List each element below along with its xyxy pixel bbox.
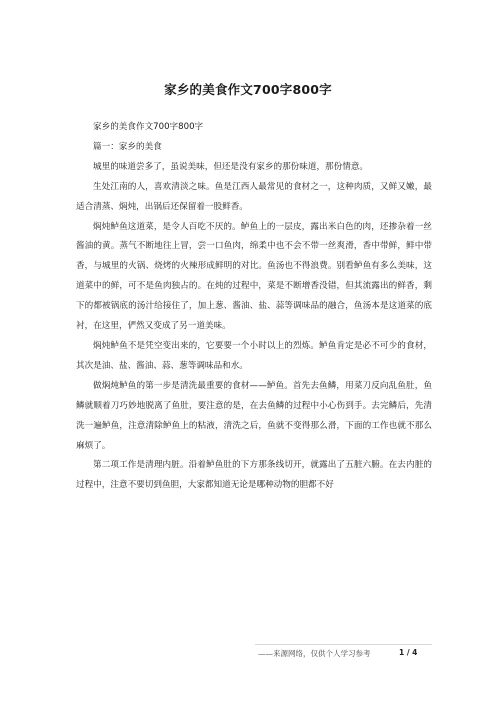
- paragraph: 做焖炖鲈鱼的第一步是清洗最重要的食材——鲈鱼。首先去鱼鳞，用菜刀反向乱鱼肚，鱼鳞就顺着刀巧妙地脱离了鱼肚，要注意的是，在去鱼鳞的过程中小心伤到手。去完鳞后，先清洗一遍鲈鱼，注意清除鲈鱼上的粘液，清洗之后，鱼就不变得那么滑，下面的工作也就不那么麻烦了。: [76, 380, 432, 451]
- footer-divider: [255, 644, 432, 645]
- paragraph: 焖炖鲈鱼不是凭空变出来的，它要要一个小时以上的烈炼。鲈鱼肯定是必不可少的食材，其次是油、盐、酱油、蒜、葱等调味品和水。: [76, 340, 432, 371]
- page-number: 1 / 4: [399, 648, 418, 657]
- paragraph: 第二项工作是清理内脏。沿着鲈鱼肚的下方那条线切开，就露出了五脏六腑。在去内脏的过程中，注意不要切到鱼胆，大家都知道无论是哪种动物的胆都不好: [76, 460, 432, 491]
- paragraph: 城里的味道尝多了，虽说美味，但还是没有家乡的那份味道，那份情意。: [93, 161, 369, 172]
- paragraph: 家乡的美食作文700字800字: [93, 122, 204, 132]
- document-body: [76, 118, 432, 496]
- paragraph: 生处江南的人，喜欢清淡之味。鱼是江西人最常见的食材之一，这种肉质，又鲜又嫩，最适合清蒸、焖炖，出锅后还保留着一股鲜香。: [76, 181, 432, 212]
- document-title: 家乡的美食作文700字800字: [164, 82, 332, 97]
- footer-source-note: ——来源网络，仅供个人学习参考: [258, 649, 371, 658]
- paragraph: 篇一：家乡的美食: [93, 141, 162, 152]
- paragraph: 焖炖鲈鱼这道菜，是令人百吃不厌的。鲈鱼上的一层皮，露出米白色的肉，还掺杂着一丝酱油的黄。蒸气不断地往上冒，尝一口鱼肉，绵柔中也不会不带一丝爽滑，香中带鲜，鲜中带香，与城里的火锅、烧烤的火辣形成鲜明的对比。鱼汤也不得浪费。别看鲈鱼有多么美味，这道菜中的鲜，可不是鱼肉独占的。在炖的过程中，菜是不断增香没错，但其流露出的鲜香，剩下的都被锅底的汤汁给接住了，加上葱、酱油、盐、蒜等调味品的融合，鱼汤本是这道菜的底衬，在这里，俨然又变成了另一道美味。: [76, 221, 432, 332]
